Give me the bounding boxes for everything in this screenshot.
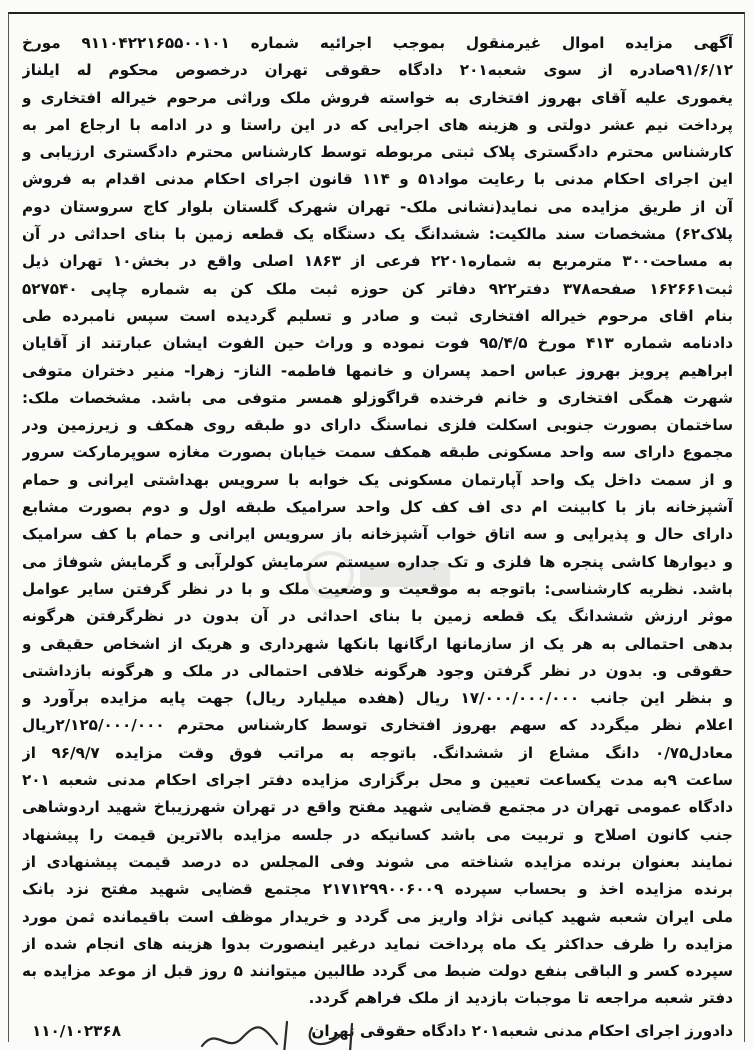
notice-line: و از سمت داخل یک واحد آپارتمان مسکونی یک خوابه با سرویس بهداشتی ایرانی و حمام [22, 470, 733, 489]
notice-line: کارشناس محترم دادگستری پلاک ثبتی مربوطه توسط کارشناس محترم دادگستری ارزیابی و [22, 143, 733, 162]
notice-line: ۹۱/۶/۱۲صادره از سوی شعبه۲۰۱ دادگاه حقوقی تهران درخصوص محکوم له ایلناز [22, 61, 733, 80]
notice-line: مزایده را ظرف حداکثر یک ماه پرداخت نماید درغیر اینصورت بدوا هزینه های انجام شده از [22, 934, 733, 953]
notice-line: آگهی مزایده اموال غیرمنقول بموجب اجرائیه شماره ۹۱۱۰۴۲۲۱۶۵۵۰۰۱۰۱ مورخ [22, 34, 733, 52]
notice-line: و دیوارها کاشی پنجره ها فلزی و تک جداره سیستم سرمایش کولرآبی و گرمایش شوفاژ می [22, 552, 733, 571]
notice-footer [22, 1016, 733, 1050]
notice-line: باشد. نظریه کارشناسی: باتوجه به موقعیت و وضعیت ملک و با در نظر گرفتن سایر عوامل [22, 579, 733, 598]
notice-line: اعلام نظر میگردد که سهم بهروز افتخاری توسط کارشناس محترم ۲/۱۲۵/۰۰۰/۰۰۰ریال [22, 716, 733, 735]
notice-line: پلاک۶۲) مشخصات سند مالکیت: ششدانگ یک دستگاه یک قطعه زمین با بنای احداثی در آن [22, 225, 733, 244]
notice-line: جنب کانون اصلاح و تربیت می باشد کسانیکه در جلسه مزایده بالاترین قیمت را پیشنهاد [22, 825, 733, 844]
notice-line: ساعت ۹به مدت یکساعت تعیین و محل برگزاری مزایده دفتر اجرای احکام مدنی شعبه ۲۰۱ [22, 771, 733, 790]
notice-line: بدهی احتمالی به هر یک از سازمانها ارگانها بانکها شهرداری و هریک از اشخاص حقیقی و [22, 634, 733, 653]
notice-line: دادنامه شماره ۴۱۳ مورخ ۹۵/۴/۵ فوت نموده و وراث حین الفوت ایشان عبارتند از آقایان [22, 334, 733, 353]
auction-notice-text [22, 30, 733, 1013]
notice-line: ساختمان بصورت جنوبی اسکلت فلزی نماسنگ دارای دو طبقه روی همکف و زیرزمین ودر [22, 416, 733, 435]
notice-line: آن از طریق مزایده می نماید(نشانی ملک- تهران شهرک گلستان بلوار کاج سروستان دوم [22, 197, 733, 216]
notice-line: مجموع دارای سه واحد مسکونی طبقه همکف سمت خیابان بصورت مغازه سوپرمارکت سرور [22, 443, 733, 462]
notice-line: ملی ایران شعبه شهید کیانی نژاد واریز می گردد و خریدار موظف است باقیمانده ثمن مورد [22, 907, 733, 926]
notice-line: یغموری علیه آقای بهروز افتخاری به خواسته فروش ملک وراثی مرحوم خیراله افتخاری و [22, 88, 733, 107]
notice-line: دفتر شعبه مراجعه تا موجبات بازدید از ملک فراهم گردد. [308, 989, 733, 1008]
notice-line: به مساحت۳۰۰ مترمربع به شماره۲۲۰۱ فرعی از ۱۸۶۳ اصلی واقع در بخش۱۰ تهران ذیل [22, 252, 733, 271]
notice-line: پرداخت نیم عشر دولتی و هزینه های اجرایی که در این راستا و در ادامه با ارجاع امر به [22, 115, 733, 134]
notice-line: آشپزخانه باز با کابینت ام دی اف کف کل واحد سرامیک طبقه اول و دوم بصورت مشابع [22, 498, 733, 517]
issuing-office: دادورز اجرای احکام مدنی شعبه۲۰۱ دادگاه حقوقی تهران [311, 1022, 733, 1040]
notice-line: شهرت همگی افتخاری و خانم فرخنده قراگوزلو همسر متوفی می باشد. مشخصات ملک: [22, 388, 733, 407]
notice-line: و بنظر این جانب ۱۷/۰۰۰/۰۰۰/۰۰۰ ریال (هفده میلیارد ریال) جهت پایه مزایده برآورد و [22, 689, 733, 708]
notice-line: ثبت۱۶۲۶۶۱ صفحه۳۷۸ دفتر۹۲۲ دفاتر کن حوزه ثبت ملک کن به شماره چاپی ۵۲۷۵۴۰ [22, 279, 733, 298]
notice-line: سپرده کسر و الباقی بنفع دولت ضبط می گردد طالبین میتوانند ۵ روز قبل از موعد مزایده به [22, 962, 733, 981]
notice-line: حقوقی و. بدون در نظر گرفتن وجود هرگونه خلافی احتمالی در ملک و هرگونه بازداشتی [22, 661, 733, 680]
notice-line: این اجرای احکام مدنی با رعایت مواد۵۱ و ۱۱۴ قانون اجرای احکام مدنی اقدام به فروش [22, 170, 733, 189]
notice-line: دادگاه عمومی تهران در مجتمع قضایی شهید مفتح واقع در تهران شهرزیباخ شهید اردوشاهی [22, 798, 733, 817]
notice-line: نمایند بعنوان برنده مزایده شناخته می شوند وفی المجلس ده درصد قیمت پیشنهادی از [22, 852, 733, 871]
handwritten-signature [192, 1016, 382, 1050]
notice-line: بنام اقای مرحوم خیراله افتخاری ثبت و صادر و تسلیم گردیده است سپس نامبرده طی [22, 306, 733, 325]
notice-line: موثر ارزش ششدانگ یک قطعه زمین با بنای احداثی در آن بدون در نظرگرفتن هرگونه [22, 607, 733, 626]
notice-line: برنده مزایده اخذ و بحساب سپرده ۲۱۷۱۲۹۹۰۰۶۰۰۹ مجتمع قضایی شهید مفتح نزد بانک [22, 880, 733, 899]
notice-reference-number: ۱۱۰/۱۰۲۳۶۸ [32, 1022, 121, 1040]
notice-line: دارای حال و پذیرایی و سه اتاق خواب آشپزخانه باز سرویس ایرانی و حمام با کف سرامیک [22, 525, 733, 544]
notice-line: معادل۰/۷۵ دانگ مشاع از ششدانگ. باتوجه به مراتب فوق وقت مزایده ۹۶/۹/۷ از [22, 743, 733, 762]
notice-line: ابراهیم پرویز بهروز عباس احمد پسران و خانمها فاطمه- الناز- زهرا- منیر دختران متوفی [22, 361, 733, 380]
